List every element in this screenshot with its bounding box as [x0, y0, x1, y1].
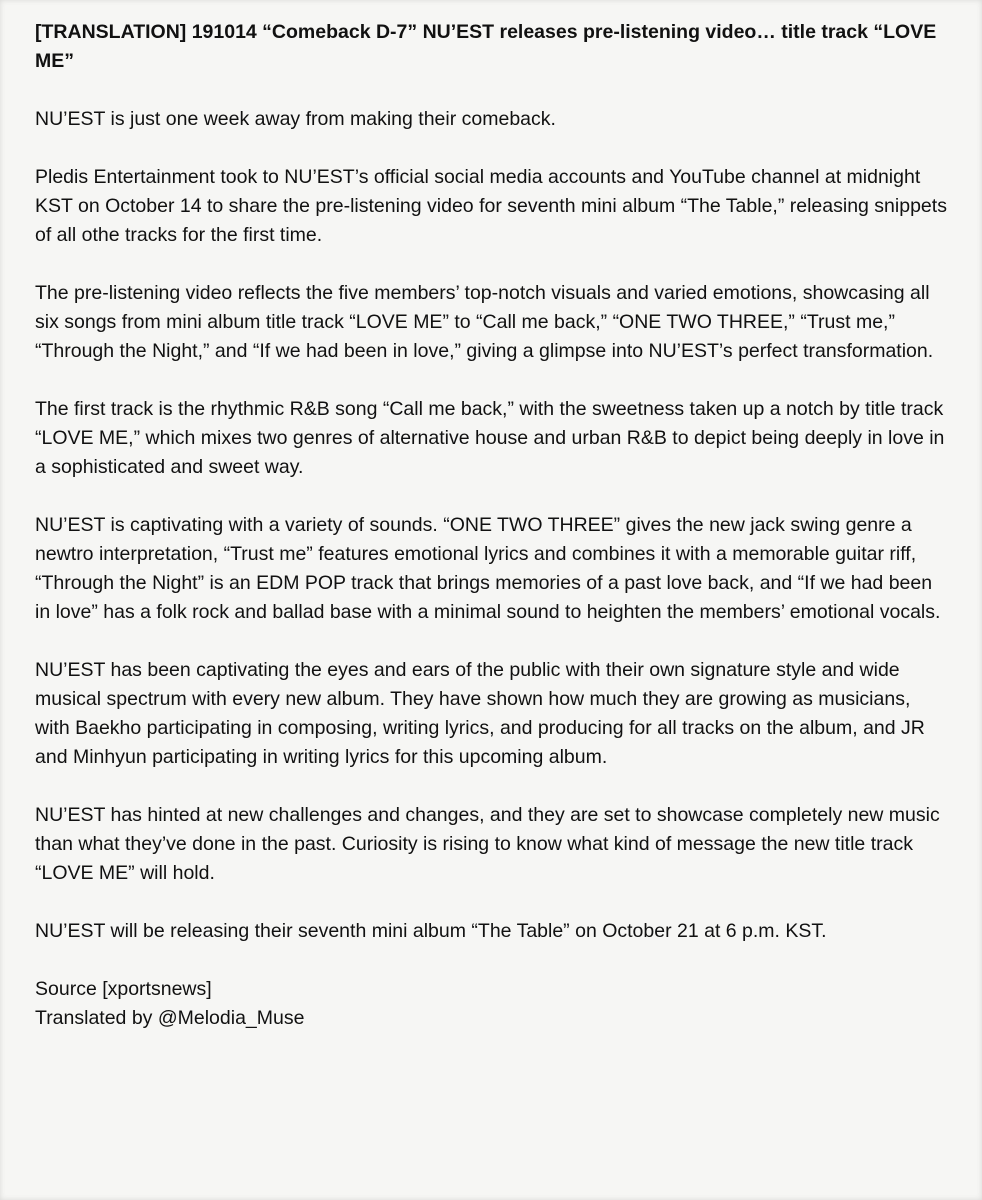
paragraph-sounds: NU’EST is captivating with a variety of sounds. “ONE TWO THREE” gives the new jack swing genre a newtro interpretation, “Trust me” features emotional lyrics and combines it with a memorable guitar riff, “Through the Night” is an EDM POP track that brings memories of a past love back, and “If we had been in love” has a folk rock and ballad base with a minimal sound to heighten the members’ emotional vocals. [35, 514, 941, 623]
paragraph-first-track: The first track is the rhythmic R&B song “Call me back,” with the sweetness taken up a notch by title track “LOVE ME,” which mixes two genres of alternative house and urban R&B to depict being deeply in love in a sophisticated and sweet way. [35, 398, 945, 478]
paragraph-release-date: NU’EST will be releasing their seventh mini album “The Table” on October 21 at 6 p.m. KST. [35, 920, 827, 942]
paragraph-pledis: Pledis Entertainment took to NU’EST’s official social media accounts and YouTube channel at midnight KST on October 14 to share the pre-listening video for seventh mini album “The Table,” releasing snippets of all othe tracks for the first time. [35, 166, 947, 246]
translator-credit: Translated by @Melodia_Muse [35, 1007, 305, 1029]
paragraph-intro: NU’EST is just one week away from making their comeback. [35, 108, 556, 130]
paragraph-pre-listening: The pre-listening video reflects the five members’ top-notch visuals and varied emotions, showcasing all six songs from mini album title track “LOVE ME” to “Call me back,” “ONE TWO THREE,” “Trust me,” “Through the Night,” and “If we had been in love,” giving a glimpse into NU’EST’s perfect transformation. [35, 282, 934, 362]
paragraph-challenges: NU’EST has hinted at new challenges and changes, and they are set to showcase completely new music than what they’ve done in the past. Curiosity is rising to know what kind of message the new title track “LOVE ME” will hold. [35, 804, 940, 884]
paragraph-signature-style: NU’EST has been captivating the eyes and ears of the public with their own signature style and wide musical spectrum with every new album. They have shown how much they are growing as musicians, with Baekho participating in composing, writing lyrics, and producing for all tracks on the album, and JR and Minhyun participating in writing lyrics for this upcoming album. [35, 659, 925, 768]
source-credit: Source [xportsnews] [35, 978, 212, 1000]
document-title: [TRANSLATION] 191014 “Comeback D-7” NU’EST releases pre-listening video… title track “LOVE ME” [35, 21, 937, 72]
